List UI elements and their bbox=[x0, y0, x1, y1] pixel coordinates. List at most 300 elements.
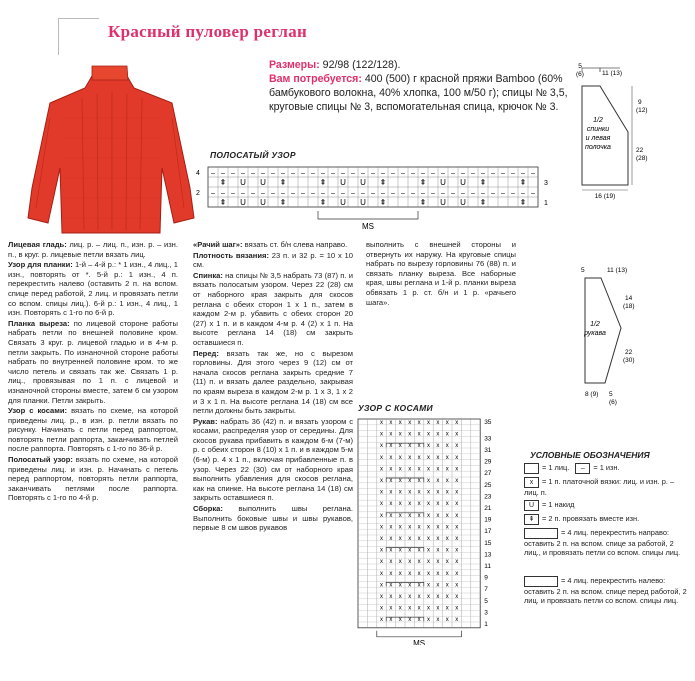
cable-x-symbol: x bbox=[398, 489, 402, 496]
stripe-dash: – bbox=[231, 190, 235, 197]
cable-x-symbol: x bbox=[445, 536, 449, 542]
cable-row-label: 9 bbox=[484, 574, 488, 582]
cable-x-symbol: x bbox=[389, 570, 393, 577]
stripe-dash: – bbox=[281, 190, 285, 197]
stripe-dash: – bbox=[301, 170, 305, 177]
cable-x-symbol: x bbox=[408, 524, 412, 531]
cable-x-symbol: x bbox=[445, 420, 449, 426]
cable-x-symbol: x bbox=[389, 594, 393, 600]
stripe-dash: – bbox=[411, 170, 415, 177]
cable-x-symbol: x bbox=[380, 512, 383, 519]
stripe-dash: – bbox=[261, 170, 265, 177]
cable-x-symbol: x bbox=[408, 466, 412, 473]
cable-x-symbol: x bbox=[436, 605, 440, 612]
stripe-symbol: U bbox=[260, 178, 266, 187]
cable-x-symbol: x bbox=[455, 478, 459, 484]
cable-x-symbol: x bbox=[417, 466, 421, 473]
back-schematic bbox=[560, 60, 690, 200]
stripe-row-label: 1 bbox=[544, 200, 548, 207]
cable-row-label: 33 bbox=[484, 435, 492, 443]
cable-x-symbol: x bbox=[427, 524, 430, 531]
stripe-dash: – bbox=[281, 170, 285, 177]
cable-ms-label: MS bbox=[413, 638, 426, 645]
para-9: Перед: вязать так же, но с вырезом горловины. Для этого через 9 (12) см от начала скосов реглана закрыть средние 7 (11) п. и вязать далее раздельно, закрывая по краям выреза в каждом 2-м р. 1 х 3, 1 х 2 и 3 х 1 п. На высоте реглана 14 (18) см все петли должны быть закрыты. bbox=[193, 348, 353, 416]
cable-row-label: 31 bbox=[484, 447, 492, 454]
stripe-symbol: ⇞ bbox=[419, 198, 427, 207]
cable-x-symbol: x bbox=[417, 489, 421, 496]
purl-symbol-icon: – bbox=[575, 463, 590, 474]
stripe-symbol: ⇞ bbox=[519, 198, 527, 207]
knit-symbol-icon bbox=[524, 463, 539, 474]
cable-x-symbol: x bbox=[427, 431, 430, 438]
sleeve-label: 1/2 bbox=[590, 321, 600, 328]
stripe-dash: – bbox=[221, 170, 225, 177]
stripe-symbol: ⇞ bbox=[419, 178, 427, 187]
cable-x-symbol: x bbox=[389, 524, 393, 531]
cable-x-symbol: x bbox=[436, 454, 440, 461]
cable-x-symbol: x bbox=[398, 501, 402, 508]
cable-row-label: 25 bbox=[484, 481, 492, 489]
sleeve-num-top-mid: 11 (13) bbox=[607, 267, 628, 274]
cable-x-symbol: x bbox=[389, 443, 393, 450]
cable-x-symbol: x bbox=[436, 443, 440, 450]
cable-pattern-chart bbox=[354, 415, 514, 645]
cable-x-symbol: x bbox=[427, 594, 430, 600]
stripe-symbol: ⇞ bbox=[219, 178, 227, 187]
stripe-dash: – bbox=[241, 170, 245, 177]
cable-x-symbol: x bbox=[408, 547, 412, 554]
back-label: 1/2 bbox=[593, 117, 603, 124]
cable-x-symbol: x bbox=[427, 559, 430, 566]
cable-row-label: 21 bbox=[484, 505, 492, 512]
cable-x-symbol: x bbox=[445, 454, 449, 461]
cable-x-symbol: x bbox=[417, 512, 421, 519]
stripe-dash: – bbox=[271, 190, 275, 197]
stripe-dash: – bbox=[431, 190, 435, 197]
para-3: Планка выреза: по лицевой стороне работы набрать петли по внешней половине кром. Связать 3 круг. р. лицевой гладью и в 4-м р. петли закрыть. По изнаночной стороне работы набрать по внутренней половине кром. то же число петель и связать так же. Связать 1 р. лиц., провязывая по 1 п. с лицевой и изнаночной стороны вместе, затем 6 см узором для планки. Петли закрыть. bbox=[8, 318, 178, 405]
cable-x-symbol: x bbox=[436, 501, 440, 508]
para-12: выполнить с внешней стороны и отвернуть их наружу. На круговые спицы набрать по вырезу горловины 76 (88) п. и связать планку выреза. Все наборные края, швы реглана и 1-й р. планки выреза обвязать 1 р. ст. б/н и 1 р. «рачьего шага». bbox=[366, 240, 516, 307]
svg-text:спинки: спинки bbox=[586, 126, 610, 133]
stripe-dash: – bbox=[291, 190, 295, 197]
stripe-symbol: U bbox=[460, 178, 466, 187]
cable-x-symbol: x bbox=[455, 570, 459, 577]
stripe-dash: – bbox=[481, 190, 485, 197]
stripe-dash: – bbox=[391, 190, 395, 197]
stripe-ms-label: MS bbox=[362, 222, 374, 231]
cable-x-symbol: x bbox=[398, 582, 402, 589]
stripe-dash: – bbox=[381, 170, 385, 177]
stripe-dash: – bbox=[331, 190, 335, 197]
cable-x-symbol: x bbox=[427, 605, 430, 612]
cable-x-symbol: x bbox=[455, 420, 459, 426]
svg-text:(18): (18) bbox=[623, 303, 635, 310]
sleeve-schematic bbox=[575, 258, 690, 408]
cable-row-label: 5 bbox=[484, 597, 488, 605]
cable-x-symbol: x bbox=[436, 582, 440, 589]
stripe-dash: – bbox=[481, 170, 485, 177]
cable-x-symbol: x bbox=[389, 466, 393, 473]
header-decoration bbox=[58, 18, 99, 55]
materials-label: Вам потребуется: bbox=[269, 73, 362, 85]
stripe-dash: – bbox=[451, 190, 455, 197]
cable-row-label: 23 bbox=[484, 493, 492, 501]
cable-x-symbol: x bbox=[389, 559, 393, 566]
page-title: Красный пуловер реглан bbox=[108, 22, 308, 41]
cable-x-symbol: x bbox=[380, 570, 383, 577]
stripe-symbol: ⇞ bbox=[379, 198, 387, 207]
stripe-symbol: ⇞ bbox=[279, 198, 287, 207]
cable-x-symbol: x bbox=[389, 536, 393, 542]
back-num-right2: 22 bbox=[636, 147, 644, 154]
cable-x-symbol: x bbox=[408, 420, 412, 426]
cable-x-symbol: x bbox=[389, 501, 393, 508]
cable-x-symbol: x bbox=[417, 594, 421, 600]
para-5: Полосатый узор: вязать по схеме, на которой приведены лиц. и изн. р. Начинать с петель перед раппортом, повторять петли раппорта, заканчивать петлями после раппорта. Повторять с 1-го по 4-й р. bbox=[8, 455, 178, 503]
cable-x-symbol: x bbox=[389, 431, 393, 438]
sizes-value: 92/98 (122/128). bbox=[319, 59, 401, 71]
stripe-symbol: ⇞ bbox=[479, 198, 487, 207]
stripe-dash: – bbox=[501, 190, 505, 197]
stripe-dash: – bbox=[361, 170, 365, 177]
cable-x-symbol: x bbox=[417, 582, 421, 589]
cable-x-symbol: x bbox=[427, 570, 430, 577]
cable-pattern-title: УЗОР С КОСАМИ bbox=[358, 403, 433, 413]
cable-x-symbol: x bbox=[455, 501, 459, 508]
text-column-2 bbox=[193, 240, 353, 534]
stripe-pattern-chart bbox=[190, 163, 550, 233]
cable-x-symbol: x bbox=[445, 431, 449, 438]
cable-x-symbol: x bbox=[427, 536, 430, 542]
cable-x-symbol: x bbox=[417, 547, 421, 554]
cable-x-symbol: x bbox=[427, 466, 430, 473]
p2tog-symbol-icon: ⇞ bbox=[524, 514, 539, 525]
cable-x-symbol: x bbox=[408, 570, 412, 577]
stripe-symbol: ⇞ bbox=[379, 178, 387, 187]
legend-item-cross-right: = 4 лиц. перекрестить направо: оставить 2 п. на вспом. спице за работой, 2 лиц., и провязать петли со вспом. спицы лиц. bbox=[524, 528, 681, 557]
para-4: Узор с косами: вязать по схеме, на которой приведены лиц. р., в изн. р. петли вязать по рисунку. Начинать с петли перед раппортом, повторять петли раппорта, заканчивать петлей после раппорта. Повторять с 1-го по 36-й р. bbox=[8, 406, 178, 454]
cable-x-symbol: x bbox=[398, 454, 402, 461]
stripe-symbol: ⇞ bbox=[219, 198, 227, 207]
cable-x-symbol: x bbox=[389, 489, 393, 496]
cable-x-symbol: x bbox=[408, 605, 412, 612]
stripe-dash: – bbox=[451, 170, 455, 177]
garter-symbol-icon: x bbox=[524, 477, 539, 488]
stripe-dash: – bbox=[221, 190, 225, 197]
cable-x-symbol: x bbox=[445, 570, 449, 577]
cable-x-symbol: x bbox=[389, 478, 393, 484]
stripe-dash: – bbox=[311, 170, 315, 177]
cable-row-label: 3 bbox=[484, 609, 488, 617]
cable-x-symbol: x bbox=[445, 605, 449, 612]
cable-x-symbol: x bbox=[445, 559, 449, 566]
cable-row-label: 7 bbox=[484, 586, 488, 594]
legend-item-garter: x = 1 п. платочной вязки: лиц. и изн. р. – лиц. п. bbox=[524, 477, 675, 497]
stripe-dash: – bbox=[531, 190, 535, 197]
cable-x-symbol: x bbox=[436, 559, 440, 566]
legend-title: УСЛОВНЫЕ ОБОЗНАЧЕНИЯ bbox=[530, 450, 650, 460]
cable-row-label: 1 bbox=[484, 621, 488, 628]
stripe-dash: – bbox=[331, 170, 335, 177]
cable-x-symbol: x bbox=[380, 524, 383, 531]
cable-x-symbol: x bbox=[389, 420, 393, 426]
cable-x-symbol: x bbox=[417, 524, 421, 531]
stripe-symbol: U bbox=[260, 198, 266, 207]
cable-x-symbol: x bbox=[455, 454, 459, 461]
cable-x-symbol: x bbox=[427, 478, 430, 484]
cable-x-symbol: x bbox=[427, 582, 430, 589]
cable-x-symbol: x bbox=[380, 582, 383, 589]
sleeve-num-right2: 22 bbox=[625, 349, 633, 356]
sweater-photo bbox=[22, 58, 197, 238]
para-11: Сборка: выполнить швы реглана. Выполнить боковые швы и швы рукавов, первые 8 см швов рукавов bbox=[193, 504, 353, 533]
cable-x-symbol: x bbox=[445, 489, 449, 496]
cable-x-symbol: x bbox=[436, 617, 440, 624]
stripe-dash: – bbox=[501, 170, 505, 177]
stripe-dash: – bbox=[321, 170, 325, 177]
cable-x-symbol: x bbox=[380, 536, 383, 542]
stripe-dash: – bbox=[341, 170, 345, 177]
cable-x-symbol: x bbox=[455, 605, 459, 612]
cable-x-symbol: x bbox=[408, 489, 412, 496]
stripe-dash: – bbox=[491, 190, 495, 197]
cable-row-label: 15 bbox=[484, 539, 492, 547]
stripe-dash: – bbox=[491, 170, 495, 177]
stripe-dash: – bbox=[361, 190, 365, 197]
stripe-dash: – bbox=[511, 170, 515, 177]
cable-x-symbol: x bbox=[380, 547, 383, 554]
stripe-dash: – bbox=[231, 170, 235, 177]
cable-x-symbol: x bbox=[398, 431, 402, 438]
back-num-top-left: 5 bbox=[578, 63, 582, 70]
cable-x-symbol: x bbox=[380, 605, 383, 612]
cable-x-symbol: x bbox=[436, 431, 440, 438]
cable-x-symbol: x bbox=[389, 582, 393, 589]
cable-x-symbol: x bbox=[408, 431, 412, 438]
svg-text:(28): (28) bbox=[636, 155, 648, 162]
cable-row-label: 19 bbox=[484, 516, 492, 524]
stripe-symbol: ⇞ bbox=[279, 178, 287, 187]
cable-x-symbol: x bbox=[455, 512, 459, 519]
stripe-dash: – bbox=[461, 190, 465, 197]
cable-x-symbol: x bbox=[455, 466, 459, 473]
cable-x-symbol: x bbox=[380, 559, 383, 566]
cable-x-symbol: x bbox=[398, 536, 402, 542]
cable-x-symbol: x bbox=[436, 524, 440, 531]
cable-x-symbol: x bbox=[408, 594, 412, 600]
cable-x-symbol: x bbox=[380, 489, 383, 496]
cable-x-symbol: x bbox=[427, 489, 430, 496]
cable-x-symbol: x bbox=[455, 536, 459, 542]
para-10: Рукав: набрать 36 (42) п. и вязать узором с косами, распределяя узор от середины. Для скосов рукава прибавить в каждом 6-м (7-м) р. с обеих сторон 8 (10) х 1 п. и в каждом 5-м (6-м) р. 4 х 1 п., включая прибавленные п. в узор. Через 22 (30) см от наборного края выполнить убавления для скосов реглана, как на спинке. На высоте реглана 14 (18) см закрыть оставшиеся п. bbox=[193, 416, 353, 503]
cable-x-symbol: x bbox=[417, 617, 421, 624]
cable-x-symbol: x bbox=[455, 547, 459, 554]
cable-x-symbol: x bbox=[417, 605, 421, 612]
cable-x-symbol: x bbox=[398, 512, 402, 519]
cable-x-symbol: x bbox=[455, 594, 459, 600]
cable-x-symbol: x bbox=[408, 559, 412, 566]
cable-x-symbol: x bbox=[417, 559, 421, 566]
stripe-dash: – bbox=[211, 170, 215, 177]
cable-x-symbol: x bbox=[455, 582, 459, 589]
cable-x-symbol: x bbox=[436, 512, 440, 519]
stripe-dash: – bbox=[211, 190, 215, 197]
stripe-dash: – bbox=[341, 190, 345, 197]
materials-block bbox=[269, 58, 569, 114]
cable-x-symbol: x bbox=[380, 501, 383, 508]
cable-x-symbol: x bbox=[445, 547, 449, 554]
para-2: Узор для планки: 1-й – 4-й р.: * 1 изн., 4 лиц., 1 изн., повторять от *. 5-й р.: 1 изн., 4 п. перекрестить налево (оставить 2 п. на вспом. спице перед работой, 2 лиц. и провязать петли со вспом. спицы лиц.). 6-й р.: 1 изн., 4 лиц., 1 изн. Повторять с 1-го по 6-й р. bbox=[8, 260, 178, 318]
stripe-dash: – bbox=[521, 190, 525, 197]
cable-x-symbol: x bbox=[408, 478, 412, 484]
materials-value: 400 (500) г красной пряжи Bamboo (60% бамбукового волокна, 40% хлопка, 100 м/50 г); спицы № 3,5, круговые спицы № 3, вспомогательная спица, крючок № 3. bbox=[269, 73, 568, 113]
cable-x-symbol: x bbox=[455, 559, 459, 566]
cable-x-symbol: x bbox=[408, 501, 412, 508]
legend-item-p2tog: ⇞ = 2 п. провязать вместе изн. bbox=[524, 514, 689, 525]
stripe-row-label: 3 bbox=[544, 180, 548, 187]
cable-x-symbol: x bbox=[436, 547, 440, 554]
stripe-symbol: U bbox=[340, 198, 346, 207]
stripe-dash: – bbox=[401, 190, 405, 197]
cable-x-symbol: x bbox=[427, 617, 430, 624]
cable-x-symbol: x bbox=[417, 454, 421, 461]
stripe-dash: – bbox=[391, 170, 395, 177]
stripe-dash: – bbox=[251, 170, 255, 177]
cable-x-symbol: x bbox=[445, 501, 449, 508]
stripe-dash: – bbox=[351, 170, 355, 177]
cable-x-symbol: x bbox=[445, 512, 449, 519]
stripe-symbol: U bbox=[440, 178, 446, 187]
stripe-symbol: U bbox=[240, 178, 246, 187]
cable-x-symbol: x bbox=[398, 547, 402, 554]
stripe-ms-bracket bbox=[318, 211, 418, 219]
stripe-dash: – bbox=[471, 190, 475, 197]
svg-text:полочка: полочка bbox=[585, 144, 611, 151]
cable-x-symbol: x bbox=[427, 501, 430, 508]
cable-x-symbol: x bbox=[398, 478, 402, 484]
para-6: «Рачий шаг»: вязать ст. б/н слева направо. bbox=[193, 240, 348, 249]
legend-item-cross-left: = 4 лиц. перекрестить налево: оставить 2 п. на вспом. спице перед работой, 2 лиц. и провязать петли со вспом. спицы лиц. bbox=[524, 576, 687, 605]
cable-x-symbol: x bbox=[417, 536, 421, 542]
cable-row-label: 27 bbox=[484, 470, 492, 478]
cable-x-symbol: x bbox=[408, 536, 412, 542]
text-column-1 bbox=[8, 240, 178, 504]
stripe-dash: – bbox=[421, 170, 425, 177]
stripe-dash: – bbox=[421, 190, 425, 197]
cable-x-symbol: x bbox=[408, 454, 412, 461]
stripe-dash: – bbox=[531, 170, 535, 177]
stripe-dash: – bbox=[441, 170, 445, 177]
cable-row-label: 17 bbox=[484, 528, 492, 536]
cable-x-symbol: x bbox=[380, 617, 383, 624]
sleeve-num-bottom-left: 8 (9) bbox=[585, 391, 599, 398]
svg-text:(12): (12) bbox=[636, 107, 648, 114]
svg-text:и левая: и левая bbox=[585, 135, 611, 142]
para-7: Плотность вязания: 23 п. и 32 р. = 10 х 10 см. bbox=[193, 250, 353, 270]
para-8: Спинка: на спицы № 3,5 набрать 73 (87) п. и вязать полосатым узором. Через 22 (28) см от наборного края закрыть для скосов реглана с обеих сторон 1 х 1 п., затем в каждом 2-м р. убавить с обеих сторон 20 (27) х 1 п. и в каждом 4-м р. 4 (2) х 1 п. На высоте реглана 14 (18) см закрыть оставшиеся п. bbox=[193, 270, 353, 347]
cable-x-symbol: x bbox=[398, 420, 402, 426]
cable-x-symbol: x bbox=[389, 512, 393, 519]
stripe-symbol: U bbox=[360, 178, 366, 187]
cable-x-symbol: x bbox=[455, 489, 459, 496]
legend-item-yarnover: U = 1 накид bbox=[524, 500, 689, 511]
stripe-dash: – bbox=[351, 190, 355, 197]
cable-x-symbol: x bbox=[380, 431, 383, 438]
cable-x-symbol: x bbox=[417, 431, 421, 438]
cable-x-symbol: x bbox=[398, 559, 402, 566]
cable-x-symbol: x bbox=[398, 594, 402, 600]
cable-x-symbol: x bbox=[408, 582, 412, 589]
cable-x-symbol: x bbox=[455, 431, 459, 438]
cable-x-symbol: x bbox=[398, 605, 402, 612]
cable-ms-bracket bbox=[377, 631, 462, 637]
text-column-3 bbox=[366, 240, 516, 308]
stripe-dash: – bbox=[321, 190, 325, 197]
stripe-symbol: U bbox=[440, 198, 446, 207]
cable-x-symbol: x bbox=[398, 466, 402, 473]
cable-x-symbol: x bbox=[389, 454, 393, 461]
cable-x-symbol: x bbox=[436, 536, 440, 542]
cable-row-label: 35 bbox=[484, 419, 492, 426]
stripe-row-label: 4 bbox=[196, 170, 200, 177]
stripe-dash: – bbox=[521, 170, 525, 177]
back-num-top-mid: 11 (13) bbox=[601, 70, 623, 77]
cable-x-symbol: x bbox=[398, 617, 402, 624]
stripe-symbol: U bbox=[460, 198, 466, 207]
stripe-dash: – bbox=[241, 190, 245, 197]
sleeve-num-bottom-right: 5 bbox=[609, 391, 613, 398]
cable-x-symbol: x bbox=[427, 420, 430, 426]
stripe-pattern-title: ПОЛОСАТЫЙ УЗОР bbox=[210, 150, 296, 160]
stripe-dash: – bbox=[291, 170, 295, 177]
stripe-symbol: U bbox=[360, 198, 366, 207]
sizes-label: Размеры: bbox=[269, 59, 320, 71]
back-num-right1: 9 bbox=[638, 99, 642, 106]
stripe-symbol: ⇞ bbox=[319, 198, 327, 207]
cable-x-symbol: x bbox=[417, 478, 421, 484]
cable-x-symbol: x bbox=[417, 501, 421, 508]
stripe-dash: – bbox=[371, 170, 375, 177]
cable-x-symbol: x bbox=[380, 420, 383, 426]
cross-left-icon bbox=[524, 576, 558, 587]
cross-right-icon bbox=[524, 528, 558, 539]
cable-x-symbol: x bbox=[427, 454, 430, 461]
cable-x-symbol: x bbox=[380, 454, 383, 461]
stripe-dash: – bbox=[471, 170, 475, 177]
stripe-dash: – bbox=[411, 190, 415, 197]
stripe-dash: – bbox=[301, 190, 305, 197]
cable-x-symbol: x bbox=[389, 617, 393, 624]
cable-row-label: 29 bbox=[484, 458, 492, 466]
cable-x-symbol: x bbox=[455, 443, 459, 450]
stripe-dash: – bbox=[251, 190, 255, 197]
cable-x-symbol: x bbox=[427, 443, 430, 450]
cable-x-symbol: x bbox=[455, 617, 459, 624]
cable-x-symbol: x bbox=[380, 594, 383, 600]
svg-text:(30): (30) bbox=[623, 357, 635, 364]
stripe-symbol: U bbox=[340, 178, 346, 187]
sleeve-num-top-left: 5 bbox=[581, 267, 585, 274]
cable-x-symbol: x bbox=[445, 582, 449, 589]
cable-x-symbol: x bbox=[389, 605, 393, 612]
cable-row-label: 13 bbox=[484, 551, 492, 559]
cable-x-symbol: x bbox=[408, 512, 412, 519]
cable-x-symbol: x bbox=[436, 466, 440, 473]
stripe-dash: – bbox=[271, 170, 275, 177]
cable-x-symbol: x bbox=[398, 570, 402, 577]
cable-x-symbol: x bbox=[398, 443, 402, 450]
cable-x-symbol: x bbox=[455, 524, 459, 531]
